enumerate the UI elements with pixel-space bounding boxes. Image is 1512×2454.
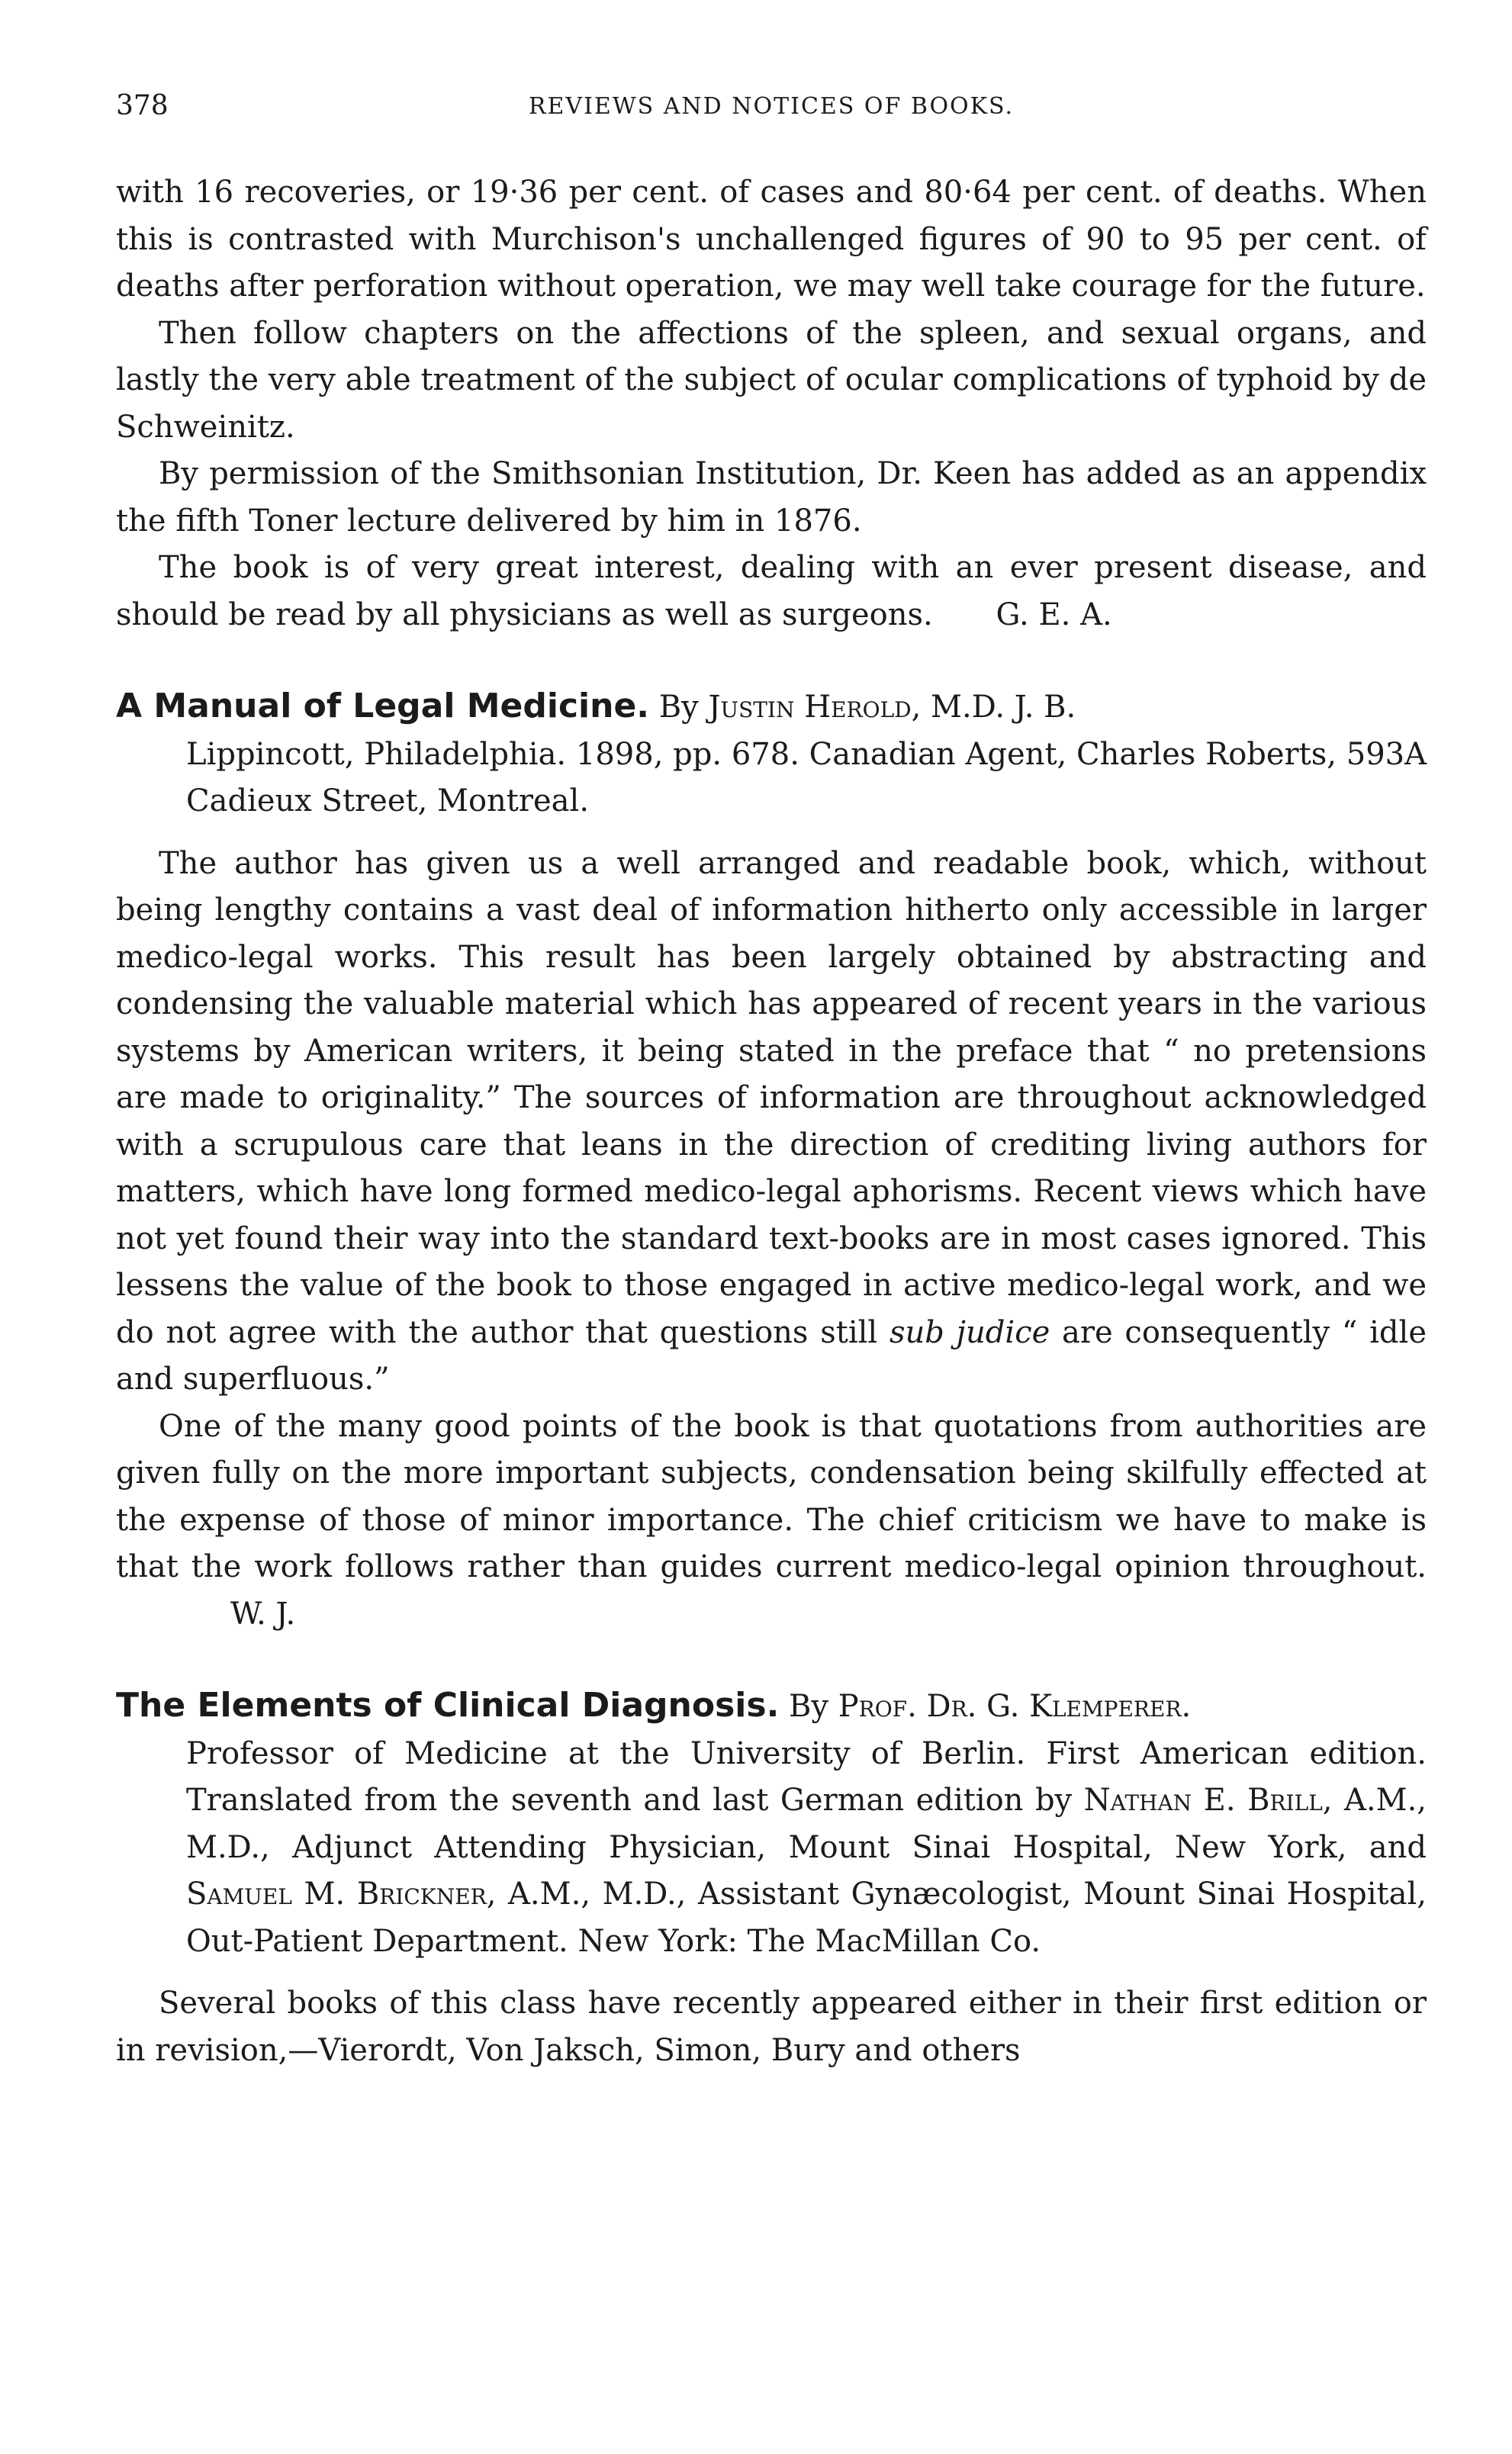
page-number: 378 xyxy=(116,90,169,121)
paragraph: By permission of the Smithsonian Institution, Dr. Keen has added as an appendix the fifth Toner lecture delivered by him in 1876. xyxy=(116,456,1427,539)
paragraph: Several books of this class have recently appeared either in their first edition or in revision,—Vierordt, Von Jaksch, Simon, Bury and others xyxy=(116,1986,1427,2068)
translator-name: Samuel M. Brickner xyxy=(186,1877,487,1912)
book-author: Prof. Dr. G. Klemperer. xyxy=(838,1689,1192,1724)
publication-details xyxy=(116,1731,1427,1966)
details-text: Professor of Medicine at the University of Berlin. First American edition. Translated from the seventh and last German edition by xyxy=(186,1735,1427,1818)
reviewer-signature: W. J. xyxy=(230,1596,296,1632)
paragraph-with-signature xyxy=(116,1404,1427,1639)
paragraph-with-signature xyxy=(116,545,1427,638)
paragraph xyxy=(116,841,1427,1404)
book-page xyxy=(116,90,1427,2074)
italic-phrase: sub judice xyxy=(889,1314,1050,1350)
reviewer-signature: G. E. A. xyxy=(996,597,1112,632)
book-heading xyxy=(116,1682,1427,1965)
details-text: , A.M., M.D., Assistant Gynæcologist, Mount Sinai Hospital, Out-Patient Department. New York: The MacMillan Co. xyxy=(186,1877,1427,1959)
paragraph: Then follow chapters on the affections of the spleen, and sexual organs, and lastly the very able treatment of the subject of ocular complications of typhoid by de Schweinitz. xyxy=(116,315,1427,445)
book-title: A Manual of Legal Medicine. xyxy=(116,687,649,725)
details-text: , A.M., M.D., Adjunct Attending Physician, Mount Sinai Hospital, New York, and xyxy=(186,1783,1427,1865)
review-clinical-diagnosis xyxy=(116,1682,1427,2074)
book-title: The Elements of Clinical Diagnosis. xyxy=(116,1686,780,1725)
paragraph-text: One of the many good points of the book is that quotations from authorities are given fully on the more important subjects, condensation being skilfully effected at the expense of those of minor importance. The chief criticism we have to make is that the work follows rather than guides current medico-legal opinion throughout. xyxy=(116,1408,1427,1584)
by-label: By xyxy=(658,690,699,725)
translator-name: Nathan E. Brill xyxy=(1083,1783,1323,1818)
review-legal-medicine xyxy=(116,683,1427,1638)
page-header xyxy=(116,90,1427,143)
previous-review xyxy=(116,169,1427,638)
running-head: REVIEWS AND NOTICES OF BOOKS. xyxy=(528,93,1015,120)
book-heading xyxy=(116,683,1427,825)
review-body xyxy=(116,841,1427,1639)
paragraph-text: The author has given us a well arranged and readable book, which, without being lengthy contains a vast deal of information hitherto only accessible in larger medico-legal works. This result has been largely obtained by abstracting and condensing the valuable material which has appeared of recent years in the various systems by American writers, it being stated in the preface that “ no pretensions are made to originality.” The sources of information are throughout acknowledged with a scrupulous care that leans in the direction of crediting living authors for matters, which have long formed medico-legal aphorisms. Recent views which have not yet found their way into the standard text-books are in most cases ignored. This lessens the value of the book to those engaged in active medico-legal work, and we do not agree with the author that questions still xyxy=(116,845,1427,1350)
author-degree: , M.D. J. B. xyxy=(911,690,1076,725)
review-body xyxy=(116,1980,1427,2074)
paragraph-text: The book is of very great interest, dealing with an ever present disease, and should be read by all physicians as well as surgeons. xyxy=(116,550,1427,632)
publication-details: Lippincott, Philadelphia. 1898, pp. 678. Canadian Agent, Charles Roberts, 593A Cadieux Street, Montreal. xyxy=(186,736,1427,819)
paragraph: with 16 recoveries, or 19·36 per cent. of cases and 80·64 per cent. of deaths. When this is contrasted with Murchison's unchallenged figures of 90 to 95 per cent. of deaths after perforation without operation, we may well take courage for the future. xyxy=(116,175,1427,304)
book-author: Justin Herold xyxy=(708,690,912,725)
by-label: By xyxy=(789,1689,828,1724)
paragraph-text: are consequently “ idle and superfluous.” xyxy=(116,1314,1427,1397)
